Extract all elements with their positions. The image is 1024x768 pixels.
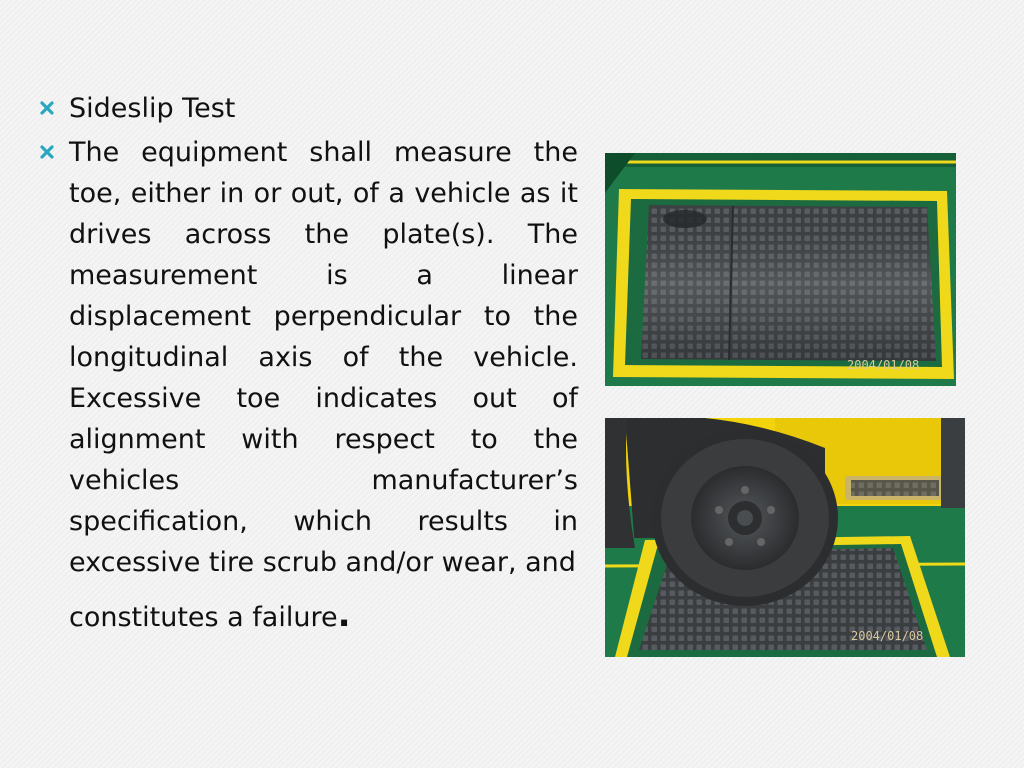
final-line-text: constitutes a failure — [69, 602, 338, 633]
body-text: The equipment shall measure the toe, either in or out, of a vehicle as it drives across the plate(s). The measurement is a linear displacement perpendicular to the longitudinal axis of the vehicle. Excessive toe indicates out of alignment with respect to the vehicles manufacturer’s specification, which results in excessive tire scrub and/or wear, and — [69, 137, 578, 578]
slide-title: Sideslip Test — [69, 93, 236, 124]
body-paragraph — [69, 132, 578, 638]
final-period: . — [337, 595, 351, 635]
bullet-body — [38, 132, 578, 638]
bullet-title — [38, 88, 578, 129]
date-stamp: 2004/01/08 — [851, 629, 924, 643]
date-stamp: 2004/01/08 — [847, 358, 920, 372]
body-final-line — [69, 595, 578, 638]
sideslip-plate-photo — [605, 153, 956, 386]
x-bullet-icon — [39, 100, 55, 116]
vehicle-tire-photo — [605, 418, 965, 657]
bullet-list — [38, 88, 578, 638]
x-bullet-icon — [39, 144, 55, 160]
